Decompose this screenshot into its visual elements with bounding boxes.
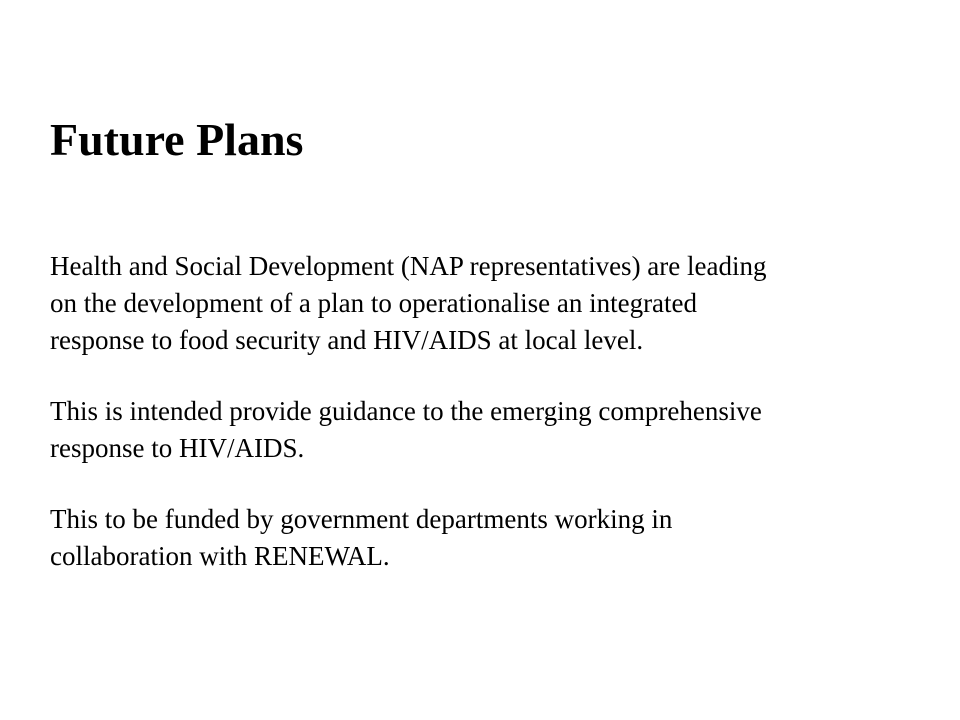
- text-line: on the development of a plan to operationalise an integrated: [50, 288, 698, 318]
- text-line: This to be funded by government departments working in: [50, 504, 673, 534]
- paragraph-guidance: [50, 393, 930, 467]
- slide-title: Future Plans: [50, 114, 304, 165]
- text-line: response to food security and HIV/AIDS at local level.: [50, 325, 644, 355]
- paragraph-plan-development: [50, 248, 930, 359]
- slide-body: [50, 248, 930, 575]
- paragraph-funding: [50, 501, 930, 575]
- text-line: Health and Social Development (NAP representatives) are leading: [50, 251, 767, 281]
- text-line: collaboration with RENEWAL.: [50, 541, 390, 571]
- text-line: response to HIV/AIDS.: [50, 433, 305, 463]
- text-line: This is intended provide guidance to the emerging comprehensive: [50, 396, 762, 426]
